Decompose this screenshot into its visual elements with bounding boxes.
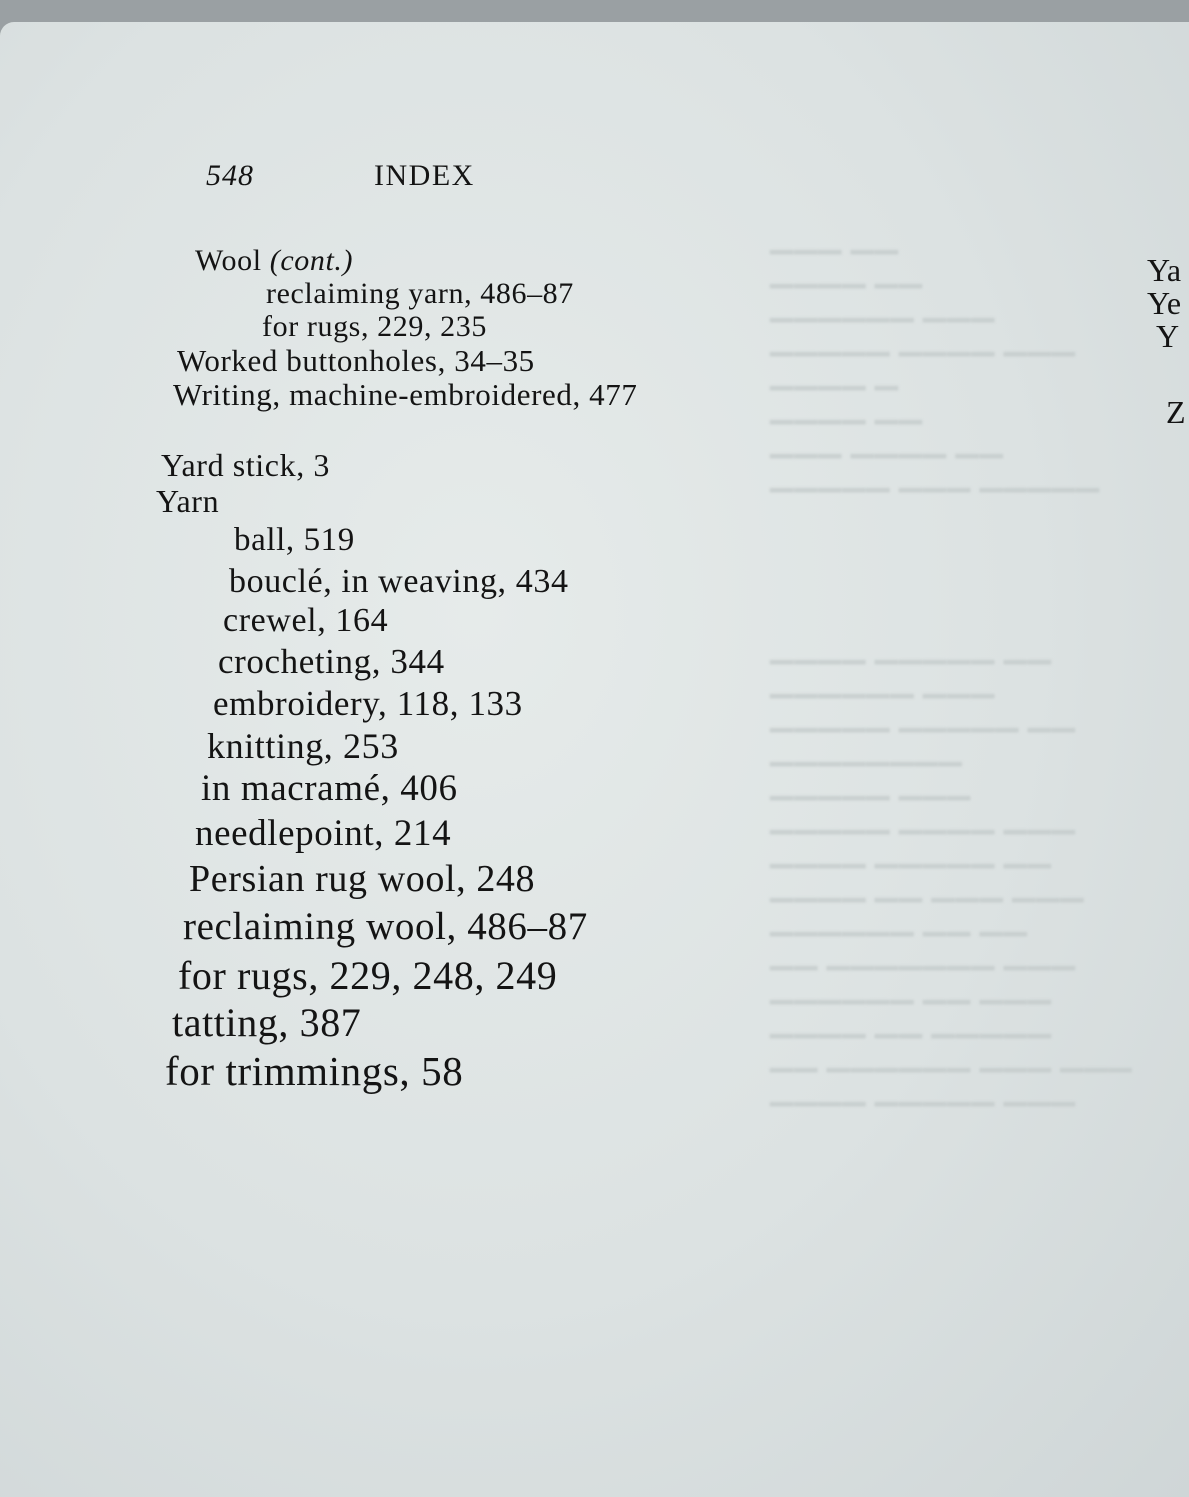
page-title: INDEX <box>374 159 475 192</box>
continued-marker: (cont.) <box>269 244 354 277</box>
index-entry: Worked buttonholes, 34–35 <box>177 343 535 378</box>
adjacent-column-fragment: Z <box>1166 394 1186 430</box>
show-through-text: ▔▔▔ ▔▔ ▔▔▔▔ ▔▔ ▔▔▔▔▔▔ ▔▔▔ ▔▔▔▔▔ ▔▔▔▔ ▔▔▔ ▔▔▔▔ ▔ ▔▔▔▔ ▔▔ ▔▔▔ ▔▔▔▔ ▔▔ ▔▔▔▔▔ ▔▔▔ ▔▔▔▔▔ <box>770 252 1100 523</box>
index-subentry: for rugs, 229, 235 <box>262 310 487 343</box>
page-number: 548 <box>206 159 254 192</box>
index-subentry: for rugs, 229, 248, 249 <box>178 953 558 998</box>
index-entry-wool-label: Wool <box>195 244 262 277</box>
index-entry-wool <box>195 244 353 278</box>
adjacent-column-fragment: Ye <box>1147 285 1182 321</box>
index-subentry: crocheting, 344 <box>218 642 445 681</box>
show-through-text-2: ▔▔▔▔ ▔▔▔▔▔ ▔▔ ▔▔▔▔▔▔ ▔▔▔ ▔▔▔▔▔ ▔▔▔▔▔ ▔▔ ▔▔▔▔▔▔▔▔ ▔▔▔▔▔ ▔▔▔ ▔▔▔▔▔ ▔▔▔▔ ▔▔▔ ▔▔▔▔ ▔▔▔▔▔ ▔▔ ▔▔▔▔ ▔▔ ▔▔▔ ▔▔▔ ▔▔▔▔▔▔ ▔▔ ▔▔ ▔▔ ▔▔▔▔▔▔▔ ▔▔▔ ▔▔▔▔▔▔ ▔▔ ▔▔▔ ▔▔▔▔ ▔▔ ▔▔▔▔▔ ▔▔ ▔▔▔▔▔▔ ▔▔▔ ▔▔▔ ▔▔▔▔ ▔▔▔▔▔ ▔▔▔ <box>770 662 1133 1137</box>
index-entry: Yarn <box>156 483 220 519</box>
index-subentry: bouclé, in weaving, 434 <box>229 563 569 600</box>
adjacent-column-fragment: Ya <box>1147 252 1182 288</box>
index-subentry: in macramé, 406 <box>201 768 458 809</box>
index-subentry: Persian rug wool, 248 <box>189 858 536 900</box>
index-subentry: reclaiming yarn, 486–87 <box>266 277 574 310</box>
index-subentry: crewel, 164 <box>223 602 389 639</box>
index-entry: Writing, machine-embroidered, 477 <box>173 377 638 412</box>
index-subentry: needlepoint, 214 <box>195 813 452 854</box>
adjacent-column-fragment: Y <box>1156 318 1180 354</box>
index-subentry: embroidery, 118, 133 <box>213 684 523 723</box>
index-subentry: ball, 519 <box>234 522 355 558</box>
book-page <box>0 22 1189 1497</box>
index-subentry: knitting, 253 <box>207 726 399 766</box>
index-subentry: tatting, 387 <box>172 1000 362 1045</box>
index-subentry: for trimmings, 58 <box>165 1048 464 1094</box>
index-subentry: reclaiming wool, 486–87 <box>183 905 588 948</box>
index-entry: Yard stick, 3 <box>161 447 331 483</box>
